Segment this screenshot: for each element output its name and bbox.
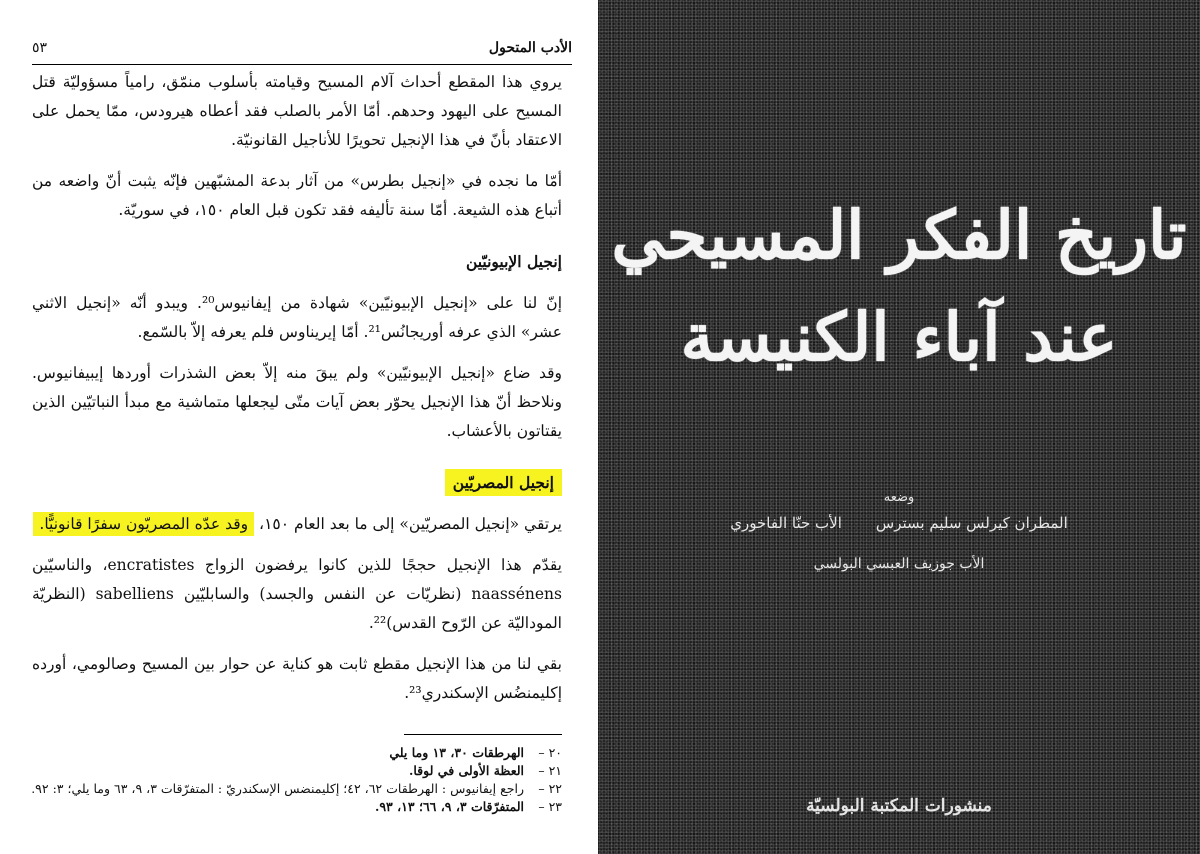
- highlighted-heading: إنجيل المصريّين: [445, 469, 562, 496]
- footnote-item: ٢٠ –الهرطقات ٣٠، ١٣ وما يلي: [389, 745, 562, 760]
- paragraph-salome: بقي لنا من هذا الإنجيل مقطع ثابت هو كناية عن حوار بين المسيح وصالومي، أورده إكليمنضُس الإسكندري²³.: [32, 655, 562, 702]
- cover-authorship-label: وضعه: [883, 490, 915, 505]
- cover-author-1: المطران كيرلس سليم بسترس: [875, 514, 1068, 532]
- cover-publisher: منشورات المكتبة البولسيّة: [806, 796, 992, 816]
- paragraph-passion: يروي هذا المقطع أحداث آلام المسيح وقيامته بأسلوب منمّق، رامياً مسؤوليّة قتل المسيح على اليهود وحدهم. أمّا الأمر بالصلب فقد أعطاه هيرودس، ممّا يحمل على الاعتقاد بأنّ في هذا الإنجيل تحويرًا للأناجيل القانونيّة.: [32, 73, 562, 149]
- footnote-divider: [404, 734, 562, 735]
- highlighted-canonical-sentence: وقد عدّه المصريّون سفرًا قانونيًّا.: [33, 512, 254, 536]
- footnotes: [22, 744, 562, 816]
- page-body: [32, 68, 562, 708]
- cover-author-2: الأب حنّا الفاخوري: [730, 514, 842, 532]
- book-page: [0, 0, 596, 854]
- footnote-item: ٢٢ –راجع إيفانيوس : الهرطقات ٦٢، ٤٢؛ إكليمنضس الإسكندريّ : المتفرّقات ٣، ٩، ٦٣ وما يلي؛ ٣: ٩٢.: [31, 781, 562, 796]
- running-title: الأدب المتحول: [488, 40, 572, 56]
- heading-ebionites: إنجيل الإبيونيّين: [465, 252, 562, 271]
- heading-egyptians: [32, 468, 562, 498]
- page-number: ٥٣: [32, 40, 48, 56]
- cover-author-3: الأب جوزيف العبسي البولسي: [813, 556, 985, 572]
- book-cover: [598, 0, 1200, 854]
- paragraph-gospel-peter: أمّا ما نجده في «إنجيل بطرس» من آثار بدعة المشبّهين فإنّه يثبت أنّ واضعه من أتباع هذه الشيعة. أمّا سنة تأليفه فقد تكون قبل العام ١٥٠، في سوريّة.: [32, 172, 562, 219]
- cover-title-line-1: تاريخ الفكر المسيحي: [611, 196, 1187, 274]
- paragraph-ebionites-lost: وقد ضاع «إنجيل الإبيونيّين» ولم يبقَ منه إلاّ بعض الشذرات أوردها إيبيفانيوس. ونلاحظ أنّ هذا الإنجيل يحوّر بعض آيات متّى ليجعلها متماشية مع مبدأ النباتيّين الذين يقتاتون بالأعشاب.: [32, 364, 562, 440]
- egyptians-date-text: يرتقي «إنجيل المصريّين» إلى ما بعد العام ١٥٠،: [259, 515, 562, 533]
- cover-title-line-2: عند آباء الكنيسة: [680, 298, 1118, 376]
- cover-authors: [598, 514, 1200, 532]
- footnote-item: ٢٣ –المتفرّقات ٣، ٩، ٦٦؛ ١٣، ٩٣.: [374, 799, 562, 814]
- paragraph-encratites: يقدّم هذا الإنجيل حججًا للذين كانوا يرفضون الزواج encratistes، والناسيّين naassénens (نظريّات عن النفس والجسد) والسابليّين sabelliens (النظريّة الموداليّة عن الرّوح القدس)²².: [32, 556, 562, 632]
- paragraph-ebionites-testimony: إنّ لنا على «إنجيل الإبيونيّين» شهادة من إيفانيوس²⁰. ويبدو أنّه «إنجيل الاثني عشر» الذي عرفه أوريجانُس²¹. أمّا إيريناوس فلم يعرفه إلاّ بالسّمع.: [32, 294, 562, 341]
- footnote-item: ٢١ –العظة الأولى في لوقا.: [409, 763, 562, 778]
- page-header: [32, 36, 572, 65]
- paragraph-egyptians-date: [32, 510, 562, 539]
